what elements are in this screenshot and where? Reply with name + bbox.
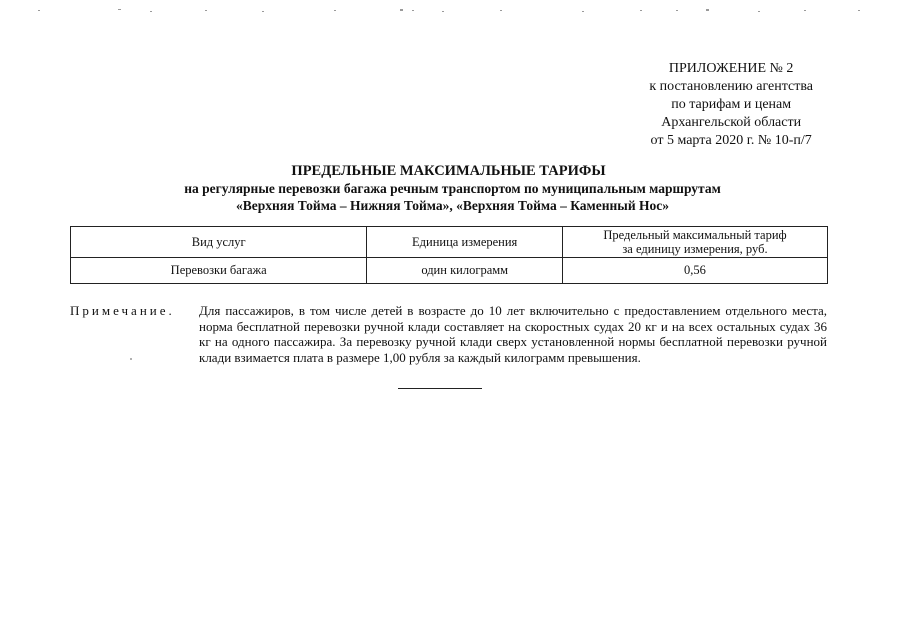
appendix-title: ПРИЛОЖЕНИЕ № 2: [668, 61, 794, 76]
title-subtitle-2: «Верхняя Тойма – Нижняя Тойма», «Верхняя Тойма – Каменный Нос»: [236, 198, 669, 213]
appendix-line: от 5 марта 2020 г. № 10-п/7: [650, 133, 812, 148]
note-label: Примечание.: [70, 303, 175, 318]
title-main: ПРЕДЕЛЬНЫЕ МАКСИМАЛЬНЫЕ ТАРИФЫ: [291, 163, 606, 179]
table-row: [71, 258, 828, 284]
cell-service: Перевозки багажа: [71, 258, 367, 284]
appendix-line: к постановлению агентства: [649, 79, 813, 94]
header-tariff: [562, 227, 827, 258]
scan-artifact-dot: [130, 358, 132, 360]
appendix-line: по тарифам и ценам: [671, 97, 792, 112]
header-service-type: Вид услуг: [71, 227, 367, 258]
appendix-reference: [649, 60, 813, 150]
end-divider: [398, 388, 482, 389]
header-tariff-line-2: за единицу измерения, руб.: [622, 242, 768, 256]
appendix-line: Архангельской области: [661, 115, 802, 130]
tariff-table: [70, 226, 828, 284]
note-text: Для пассажиров, в том числе детей в возрасте до 10 лет включительно с предоставлением отдельного места, норма бесплатной перевозки ручной клади составляет на скоростных судах 20 кг и на всех остальных судах 36 кг на одного пассажира. За перевозку ручной клади сверх установленной нормы бесплатной перевозки ручной клади взимается плата в размере 1,00 рубля за каждый килограмм превышения.: [199, 303, 827, 365]
header-unit: Единица измерения: [367, 227, 563, 258]
cell-tariff-value: 0,56: [562, 258, 827, 284]
cell-unit: один килограмм: [367, 258, 563, 284]
document-title: [0, 163, 905, 214]
table-header-row: [71, 227, 828, 258]
title-subtitle-1: на регулярные перевозки багажа речным транспортом по муниципальным маршрутам: [184, 181, 721, 196]
header-tariff-line-1: Предельный максимальный тариф: [603, 228, 787, 242]
scan-artifact-dots: [0, 6, 905, 18]
